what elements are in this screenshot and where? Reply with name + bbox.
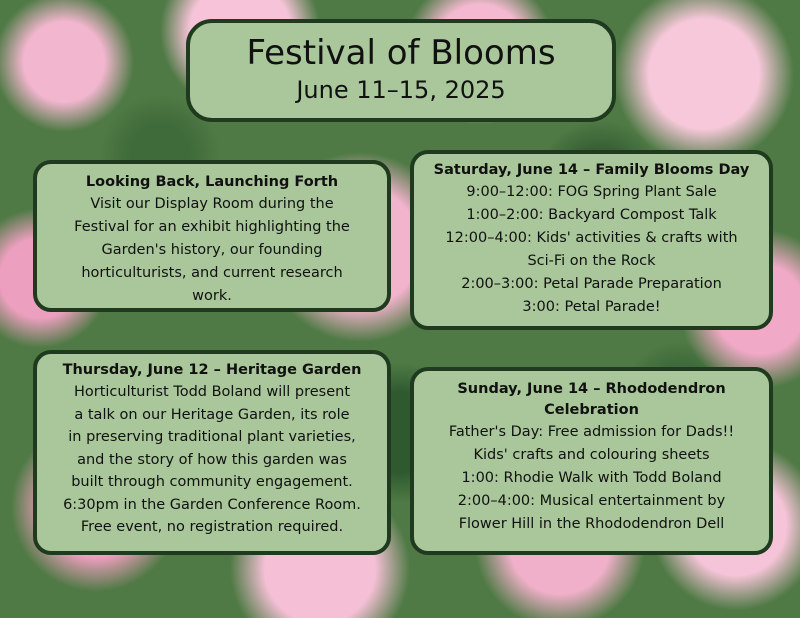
- saturday-title: Saturday, June 14 – Family Blooms Day: [433, 162, 750, 178]
- thursday-line: Horticulturist Todd Boland will present: [73, 384, 351, 400]
- sunday-title-line: Sunday, June 14 – Rhododendron: [457, 381, 726, 397]
- saturday-line: Sci-Fi on the Rock: [527, 253, 656, 269]
- saturday-panel: [410, 150, 773, 330]
- looking-back-line: horticulturists, and current research: [81, 265, 343, 281]
- saturday-line: 2:00–3:00: Petal Parade Preparation: [461, 276, 722, 292]
- sunday-line: 1:00: Rhodie Walk with Todd Boland: [461, 470, 722, 486]
- thursday-line: a talk on our Heritage Garden, its role: [74, 406, 350, 423]
- festival-dates: June 11–15, 2025: [296, 76, 506, 104]
- festival-title-banner: [186, 19, 616, 122]
- sunday-line: 2:00–4:00: Musical entertainment by: [457, 493, 726, 509]
- sunday-title-line: Celebration: [544, 402, 639, 418]
- looking-back-line: Garden's history, our founding: [101, 242, 323, 258]
- looking-back-panel: [33, 160, 391, 312]
- looking-back-title: Looking Back, Launching Forth: [85, 174, 339, 190]
- saturday-line: 12:00–4:00: Kids' activities & crafts with: [445, 230, 738, 246]
- saturday-line: 9:00–12:00: FOG Spring Plant Sale: [466, 184, 717, 200]
- page-title: Festival of Blooms: [246, 33, 556, 73]
- thursday-line: and the story of how this garden was: [77, 451, 347, 468]
- thursday-line: built through community engagement.: [71, 474, 353, 490]
- looking-back-line: Festival for an exhibit highlighting the: [74, 219, 350, 235]
- sunday-line: Father's Day: Free admission for Dads!!: [448, 424, 735, 440]
- looking-back-line: Visit our Display Room during the: [90, 196, 334, 212]
- thursday-line: Free event, no registration required.: [80, 519, 344, 535]
- saturday-line: 1:00–2:00: Backyard Compost Talk: [466, 207, 717, 223]
- looking-back-line: work.: [192, 288, 232, 304]
- sunday-panel: [410, 367, 773, 555]
- thursday-panel: [33, 350, 391, 555]
- sunday-line: Kids' crafts and colouring sheets: [473, 447, 710, 463]
- thursday-line: 6:30pm in the Garden Conference Room.: [63, 496, 361, 513]
- sunday-line: Flower Hill in the Rhododendron Dell: [458, 516, 725, 532]
- thursday-line: in preserving traditional plant varieties,: [68, 429, 356, 445]
- saturday-line: 3:00: Petal Parade!: [522, 299, 661, 315]
- thursday-title: Thursday, June 12 – Heritage Garden: [62, 362, 362, 378]
